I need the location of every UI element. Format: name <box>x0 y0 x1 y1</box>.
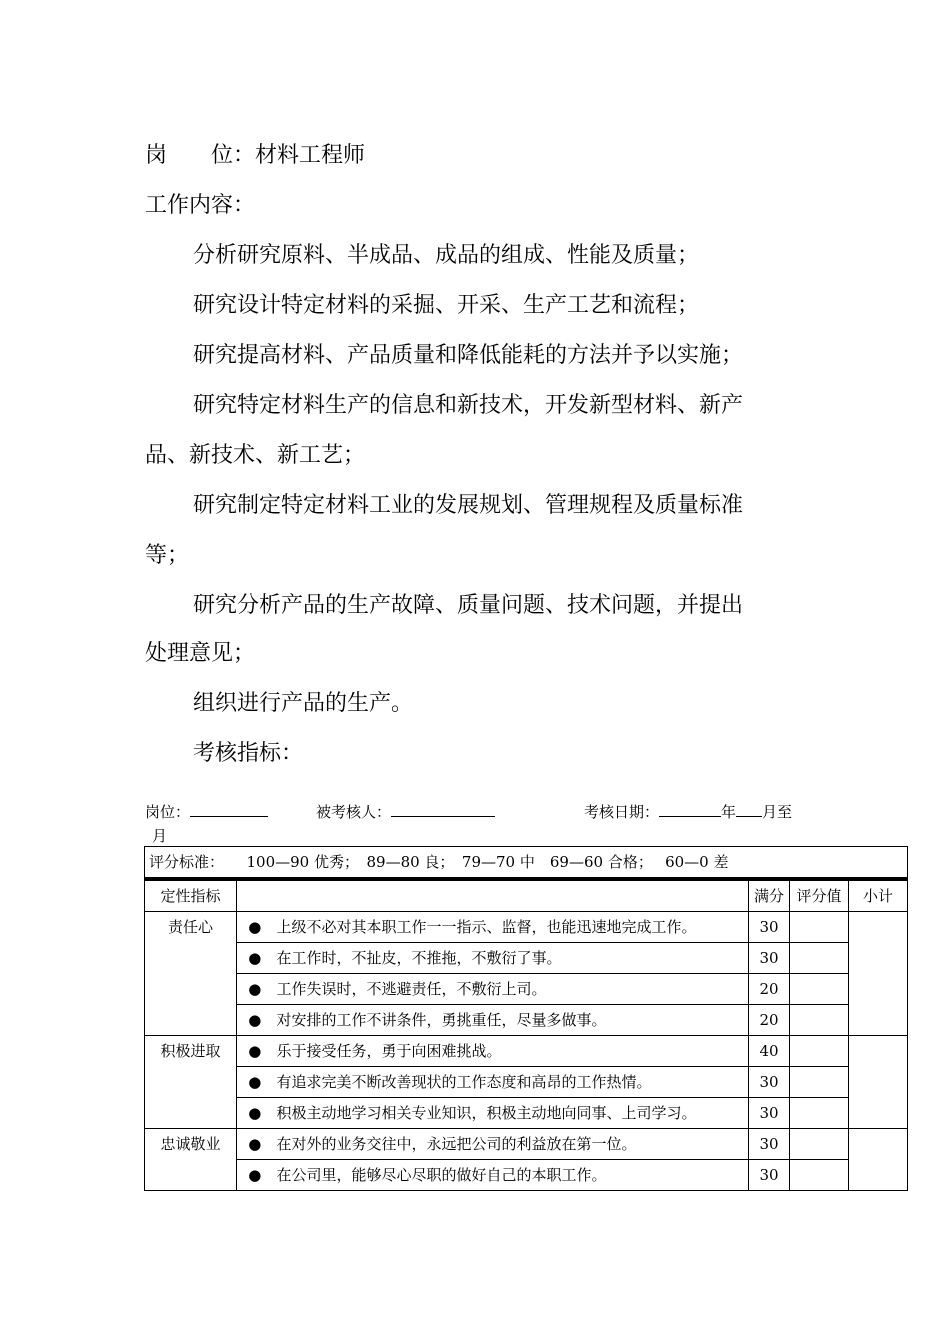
category-name: 忠诚敬业 <box>145 1129 237 1191</box>
score-cell[interactable] <box>790 912 849 943</box>
score-cell[interactable] <box>790 943 849 974</box>
year-blank[interactable] <box>659 802 721 817</box>
table-row <box>145 943 908 974</box>
table-row <box>145 974 908 1005</box>
score-cell[interactable] <box>790 1005 849 1036</box>
bullet-icon: ● <box>237 1129 273 1160</box>
date-label: 考核日期： <box>584 803 660 821</box>
item-text: 工作失误时，不逃避责任，不敷衍上司。 <box>273 974 749 1005</box>
score-cell[interactable] <box>790 974 849 1005</box>
score-cell[interactable] <box>790 1160 849 1191</box>
assessee-field <box>316 801 495 822</box>
table-row <box>145 1098 908 1129</box>
header-indicator: 定性指标 <box>145 879 237 912</box>
post-field <box>145 801 268 822</box>
item-text: 上级不必对其本职工作一一指示、监督，也能迅速地完成工作。 <box>273 912 749 943</box>
position-title: 岗 位：材料工程师 <box>145 143 366 168</box>
full-score: 30 <box>749 912 790 943</box>
duty-line: 研究特定材料生产的信息和新技术，开发新型材料、新产 <box>193 393 744 418</box>
subtotal-cell[interactable] <box>849 912 908 1036</box>
score-cell[interactable] <box>790 1067 849 1098</box>
duty-line: 等； <box>145 543 190 568</box>
post-blank[interactable] <box>190 802 268 817</box>
work-content-label: 工作内容： <box>145 193 256 218</box>
full-score: 30 <box>749 943 790 974</box>
table-row <box>145 1160 908 1191</box>
full-score: 20 <box>749 974 790 1005</box>
subtotal-cell[interactable] <box>849 1129 908 1191</box>
duty-line: 研究制定特定材料工业的发展规划、管理规程及质量标准 <box>193 493 744 518</box>
duty-line: 研究提高材料、产品质量和降低能耗的方法并予以实施； <box>193 343 744 368</box>
bullet-icon: ● <box>237 943 273 974</box>
item-text: 对安排的工作不讲条件，勇挑重任，尽量多做事。 <box>273 1005 749 1036</box>
assessee-label: 被考核人： <box>316 803 392 821</box>
full-score: 20 <box>749 1005 790 1036</box>
table-row <box>145 1036 908 1067</box>
header-score: 评分值 <box>790 879 849 912</box>
month-to-label: 月至 <box>762 803 793 821</box>
table-row <box>145 912 908 943</box>
header-blank <box>237 879 749 912</box>
header-subtotal: 小计 <box>849 879 908 912</box>
item-text: 在公司里，能够尽心尽职的做好自己的本职工作。 <box>273 1160 749 1191</box>
item-text: 在工作时，不扯皮，不推拖，不敷衍了事。 <box>273 943 749 974</box>
duty-line: 研究设计特定材料的采掘、开采、生产工艺和流程； <box>193 293 700 318</box>
date-field <box>584 801 792 822</box>
full-score: 30 <box>749 1160 790 1191</box>
score-cell[interactable] <box>790 1098 849 1129</box>
item-text: 乐于接受任务，勇于向困难挑战。 <box>273 1036 749 1067</box>
assessee-blank[interactable] <box>391 802 495 817</box>
bullet-icon: ● <box>237 974 273 1005</box>
bullet-icon: ● <box>237 1160 273 1191</box>
full-score: 30 <box>749 1067 790 1098</box>
full-score: 30 <box>749 1129 790 1160</box>
bullet-icon: ● <box>237 1005 273 1036</box>
scoring-standard: 评分标准： 100—90 优秀； 89—80 良； 79—70 中 69—60 合格； 60—0 差 <box>145 847 908 880</box>
header-full: 满分 <box>749 879 790 912</box>
table-row <box>145 1067 908 1098</box>
subtotal-cell[interactable] <box>849 1036 908 1129</box>
category-name: 积极进取 <box>145 1036 237 1129</box>
year-label: 年 <box>721 803 737 821</box>
item-text: 有追求完美不断改善现状的工作态度和高昂的工作热情。 <box>273 1067 749 1098</box>
duty-line: 研究分析产品的生产故障、质量问题、技术问题，并提出 <box>193 593 744 618</box>
duty-line: 处理意见； <box>145 641 256 666</box>
bullet-icon: ● <box>237 1036 273 1067</box>
duty-line: 品、新技术、新工艺； <box>145 443 366 468</box>
score-cell[interactable] <box>790 1129 849 1160</box>
assessment-label: 考核指标： <box>193 741 304 766</box>
month-blank[interactable] <box>736 802 762 817</box>
bullet-icon: ● <box>237 1067 273 1098</box>
table-row <box>145 1005 908 1036</box>
bullet-icon: ● <box>237 912 273 943</box>
month-label: 月 <box>152 827 168 845</box>
duty-line: 分析研究原料、半成品、成品的组成、性能及质量； <box>193 243 700 268</box>
bullet-icon: ● <box>237 1098 273 1129</box>
item-text: 在对外的业务交往中，永远把公司的利益放在第一位。 <box>273 1129 749 1160</box>
evaluation-table <box>144 846 908 1191</box>
category-name: 责任心 <box>145 912 237 1036</box>
score-cell[interactable] <box>790 1036 849 1067</box>
item-text: 积极主动地学习相关专业知识，积极主动地向同事、上司学习。 <box>273 1098 749 1129</box>
full-score: 30 <box>749 1098 790 1129</box>
duty-line: 组织进行产品的生产。 <box>193 691 414 716</box>
table-row <box>145 1129 908 1160</box>
post-label: 岗位： <box>145 803 191 821</box>
full-score: 40 <box>749 1036 790 1067</box>
